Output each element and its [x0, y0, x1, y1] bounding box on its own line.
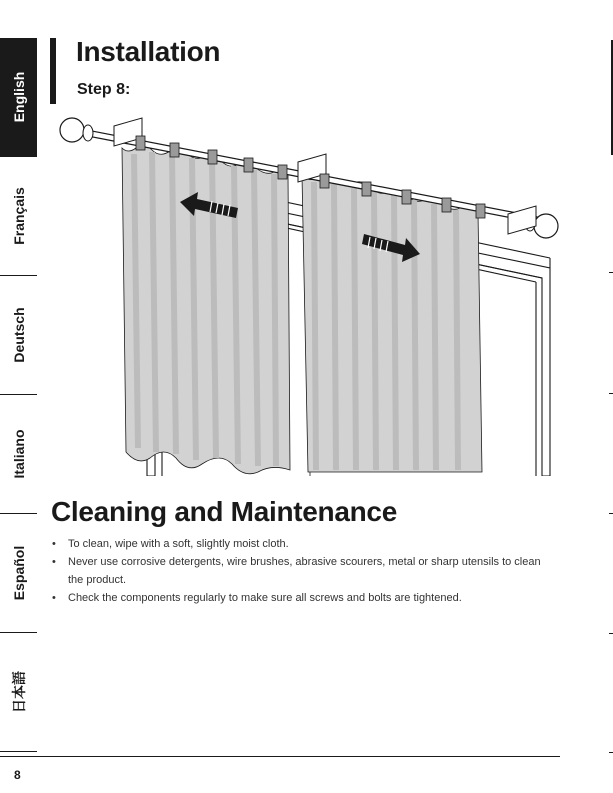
lang-tab-label: Deutsch: [10, 307, 27, 363]
lang-tab-espanol[interactable]: [0, 514, 37, 633]
lang-tab-japanese[interactable]: [0, 633, 37, 752]
lang-tab-label: English: [10, 71, 27, 123]
curtain-panel-icon: [122, 145, 290, 473]
lang-tab-italiano[interactable]: [0, 395, 37, 514]
lang-tab-label: 日本語: [10, 671, 27, 713]
footer-divider: [0, 756, 560, 757]
installation-illustration: [52, 108, 562, 476]
lang-tab-francais[interactable]: [0, 157, 37, 276]
lang-tab-label: Français: [10, 187, 27, 245]
curtain-panel-icon: [302, 175, 482, 476]
page-edge-tick: [609, 513, 613, 514]
page-edge-tick: [609, 393, 613, 394]
list-item: • To clean, wipe with a soft, slightly moist cloth.: [52, 535, 552, 553]
page-number: 8: [14, 768, 21, 782]
page-title: Installation: [76, 36, 221, 67]
section-title: Cleaning and Maintenance: [51, 496, 397, 527]
list-item: • Never use corrosive detergents, wire brushes, abrasive scourers, metal or sharp utensils to clean the product.: [52, 553, 552, 589]
step-label: Step 8:: [77, 81, 131, 98]
page-edge-tick: [609, 272, 613, 273]
maintenance-list: [52, 535, 552, 607]
title-accent-bar: [50, 38, 56, 104]
page-edge-tick: [609, 752, 613, 753]
list-item: • Check the components regularly to make sure all screws and bolts are tightened.: [52, 589, 552, 607]
language-tabs: [0, 38, 37, 752]
lang-tab-deutsch[interactable]: [0, 276, 37, 395]
lang-tab-label: Español: [10, 545, 27, 601]
lang-tab-english[interactable]: [0, 38, 37, 157]
lang-tab-label: Italiano: [10, 429, 27, 479]
page-edge-tick: [609, 633, 613, 634]
